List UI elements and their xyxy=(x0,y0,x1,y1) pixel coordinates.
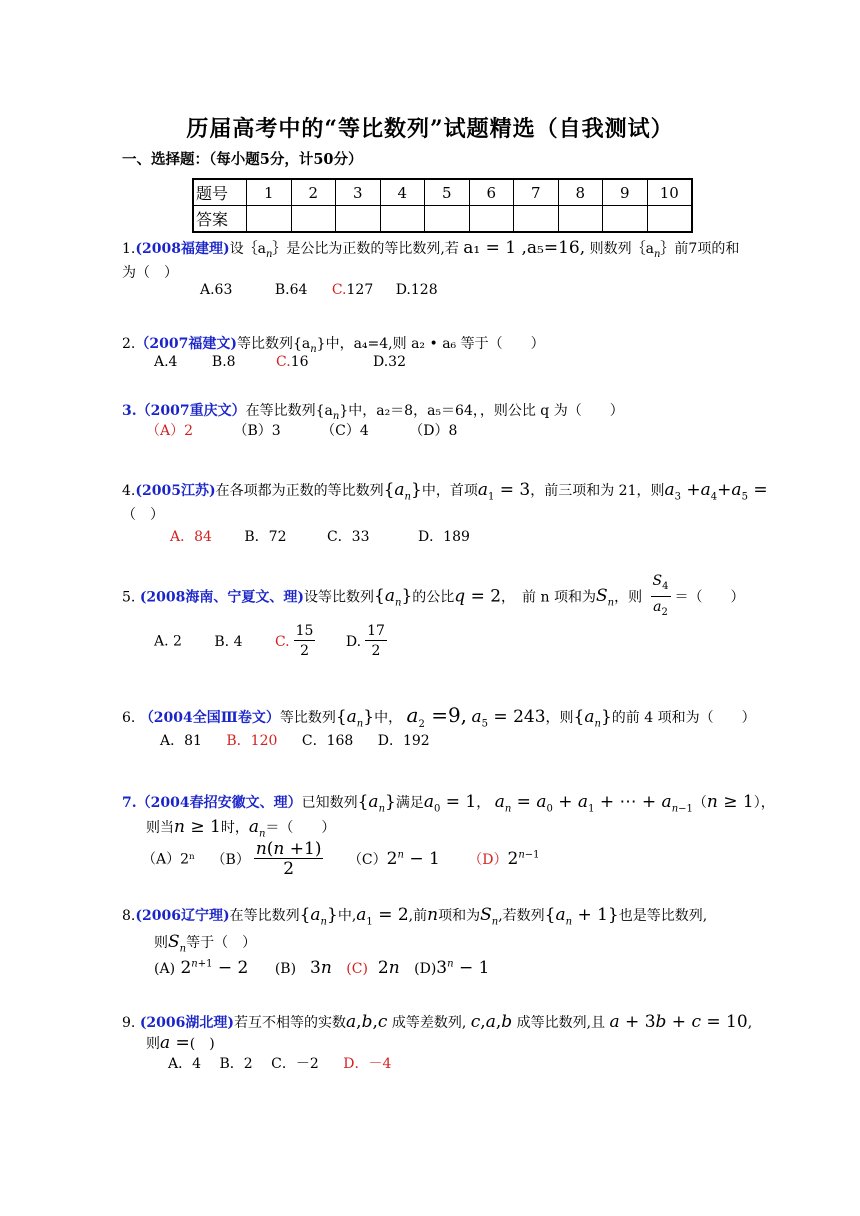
option-b: B. 4 xyxy=(214,633,243,650)
question-source: (2008福建理) xyxy=(135,241,230,257)
answer-cell[interactable] xyxy=(247,206,292,233)
question-7-options xyxy=(142,840,540,879)
answer-cell[interactable] xyxy=(336,206,381,233)
question-9: 9. (2006湖北理)若互不相等的实数a,b,c 成等差数列, c,a,b 成等比数列,且 a + 3b + c = 10, xyxy=(122,1012,753,1032)
answer-cell[interactable] xyxy=(647,206,692,233)
option-b: B.64 xyxy=(274,282,308,298)
row-label-answer: 答案 xyxy=(193,206,247,233)
option-d: $(D)3^n - 1$ xyxy=(414,958,490,978)
question-1: 1.(2008福建理)设$\{a_n\}$是公比为正数的等比数列,若 a₁ = 1 ,a₅=16, 则数列$\{a_n\}$前7项的和 xyxy=(122,238,740,260)
option-a: （A）2ⁿ xyxy=(142,851,196,868)
option-b: （B） $\frac{n(n +1)}{2}$ xyxy=(211,839,322,879)
question-9-options xyxy=(168,1053,391,1073)
option-b: B．2 xyxy=(219,1056,253,1072)
question-source: 3.（2007重庆文） xyxy=(122,403,246,419)
option-c: C．33 xyxy=(326,529,370,545)
option-d: D.32 xyxy=(372,354,406,370)
answer-cell[interactable] xyxy=(514,206,559,233)
option-b: B．72 xyxy=(244,529,287,545)
option-d: D. $\frac{17}{2}$ xyxy=(345,623,385,659)
question-5: 5. (2008海南、宁夏文、理)设等比数列$\{a_n\}$的公比q = 2， 前 n 项和为$S_n$，则 $\frac{S_4}{a_2}$ ＝（ ） xyxy=(122,572,745,623)
question-9-line2: 则a =( ) xyxy=(146,1033,215,1053)
option-a: A.4 xyxy=(154,354,178,370)
option-b: （B）3 xyxy=(233,423,281,439)
question-source: (2008海南、宁夏文、理) xyxy=(139,589,305,606)
question-source: 7.（2004春招安徽文、理） xyxy=(122,795,302,811)
question-8: 8.(2006辽宁理)在等比数列$\{a_n\}$中$,a_1 = 2$,前n项和为$S_n$,若数列$\{a_n + 1\}$也是等比数列, xyxy=(122,905,708,928)
question-source: (2005江苏) xyxy=(135,483,216,499)
question-source: （2007福建文) xyxy=(135,336,237,352)
option-d: $(D)2^{n-1}$ xyxy=(468,848,540,869)
answer-table xyxy=(192,178,693,233)
question-6-options xyxy=(160,730,430,750)
answer-cell[interactable] xyxy=(603,206,648,233)
option-c: C. $\frac{15}{2}$ xyxy=(274,623,314,659)
question-2-options xyxy=(154,354,406,370)
option-d: D．189 xyxy=(417,529,470,545)
option-a: （A）2 xyxy=(146,423,194,439)
option-c: C.127 xyxy=(331,282,374,298)
question-7-line2: 则当n ≥ 1时，$a_n=$（ ） xyxy=(146,817,336,840)
question-number-cell: 3 xyxy=(336,179,381,206)
question-number-cell: 5 xyxy=(425,179,470,206)
answer-cell[interactable] xyxy=(380,206,425,233)
question-2: 2.（2007福建文)等比数列$\{a_n\}$中，a₄=4,则 a₂ • a₆ 等于（ ） xyxy=(122,336,545,355)
option-d: D．－4 xyxy=(343,1056,392,1072)
question-4-options xyxy=(170,526,470,546)
option-d: （D）8 xyxy=(409,423,458,439)
question-5-options xyxy=(154,622,391,661)
option-a: A．81 xyxy=(160,733,202,749)
option-c: (C) 2n xyxy=(346,958,400,978)
option-a: (A) $2^{n+1} - 2$ xyxy=(154,958,249,978)
question-6: 6. （2004全国Ⅲ卷文）等比数列$\{a_n\}$中， $a_2 =9$, $a_5 = 243$，则$\{a_n\}$的前 4 项和为（ ） xyxy=(122,703,756,730)
question-3-options xyxy=(146,420,457,440)
row-label-number: 题号 xyxy=(193,179,247,206)
option-d: D.128 xyxy=(395,282,438,298)
option-c: $(C)2^n - 1$ xyxy=(347,848,440,869)
question-number-cell: 6 xyxy=(469,179,514,206)
question-number-cell: 10 xyxy=(647,179,692,206)
question-8-line2: 则$S_n$等于（ ） xyxy=(154,932,257,955)
option-a: A. 2 xyxy=(154,633,182,650)
option-c: C．168 xyxy=(301,733,354,749)
answer-cell[interactable] xyxy=(469,206,514,233)
option-a: A.63 xyxy=(200,282,233,298)
question-8-options xyxy=(154,958,489,978)
answer-table-header-row xyxy=(193,179,692,206)
question-1-options xyxy=(200,282,438,298)
question-source: (2006湖北理) xyxy=(139,1015,235,1031)
question-4-cont: （ ） xyxy=(122,507,164,523)
question-number-cell: 7 xyxy=(514,179,559,206)
answer-table-answer-row xyxy=(193,206,692,233)
question-1-cont: 为（ ） xyxy=(122,265,178,281)
page-title: 历届高考中的“等比数列”试题精选（自我测试） xyxy=(186,116,674,142)
option-a: A．84 xyxy=(170,529,212,545)
question-number-cell: 4 xyxy=(380,179,425,206)
question-source: （2004全国Ⅲ卷文） xyxy=(139,710,280,726)
question-condition: a₁ = 1 ,a₅=16, xyxy=(463,238,586,258)
question-number-cell: 8 xyxy=(558,179,603,206)
answer-cell[interactable] xyxy=(425,206,470,233)
option-b: (B) 3n xyxy=(274,958,332,978)
question-number-cell: 2 xyxy=(291,179,336,206)
answer-cell[interactable] xyxy=(291,206,336,233)
question-7: 7.（2004春招安徽文、理）已知数列$\{a_n\}$满足$a_0 = 1$， $a_n = a_0 + a_1$ + ⋯ + $a_{n-1}(n \ge 1)$， xyxy=(122,792,775,815)
option-c: C.16 xyxy=(276,354,309,370)
option-c: C．－2 xyxy=(271,1056,319,1072)
option-c: （C）4 xyxy=(321,423,369,439)
option-b: B．120 xyxy=(226,733,278,749)
option-b: B.8 xyxy=(211,354,236,370)
question-number-cell: 9 xyxy=(603,179,648,206)
question-4: 4.(2005江苏)在各项都为正数的等比数列$\{a_n\}$中，首项$a_1 = 3$，前三项和为 21，则$a_3 +a_4+a_5$ = xyxy=(122,480,768,503)
option-a: A．4 xyxy=(168,1056,202,1072)
fraction-s4-a2: $\frac{S_4}{a_2}$ xyxy=(652,573,669,618)
question-number-cell: 1 xyxy=(247,179,292,206)
option-d: D．192 xyxy=(377,733,430,749)
question-source: (2006辽宁理) xyxy=(135,908,230,924)
section-heading: 一、选择题：（每小题5分，计50分） xyxy=(122,151,363,168)
question-3: 3.（2007重庆文）在等比数列$\{a_n\}$中，a₂＝8，a₅＝64，，则公比 q 为（ ） xyxy=(122,403,624,422)
answer-cell[interactable] xyxy=(558,206,603,233)
